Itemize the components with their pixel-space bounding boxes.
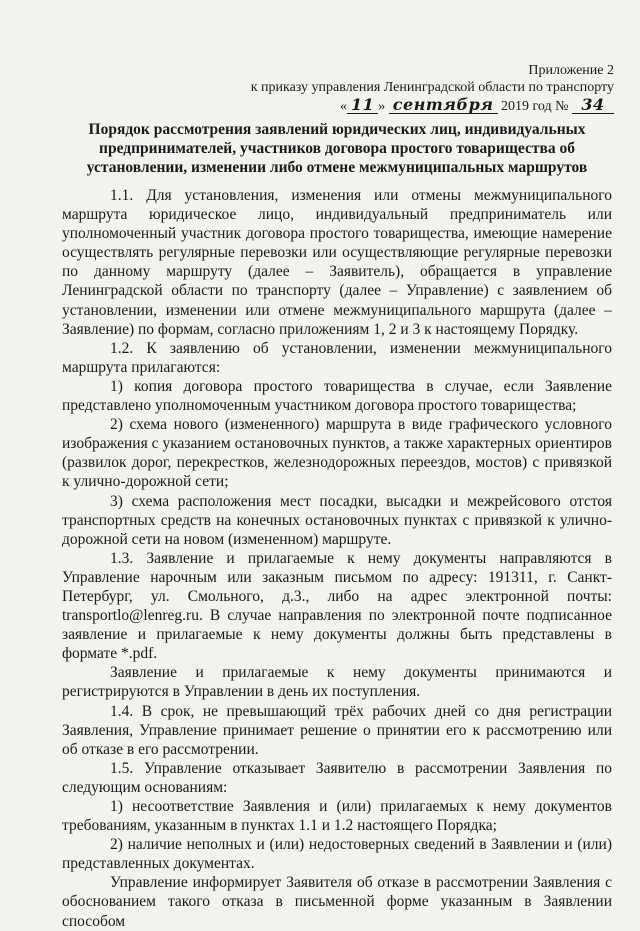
date-month: сентября — [389, 96, 498, 114]
date-open-quote: « — [340, 99, 348, 114]
paragraph-1-2-item-3: 3) схема расположения мест посадки, высадки и межрейсового отстоя транспортных средств на конечных остановочных пунктах с привязкой к улично-дорожной сети на новом (измененном) маршруте. — [62, 492, 612, 548]
number-sign: № — [555, 99, 569, 114]
title-line-1: Порядок рассмотрения заявлений юридических лиц, индивидуальных — [88, 121, 586, 138]
document-body — [62, 186, 612, 931]
document-title — [62, 120, 612, 177]
paragraph-1-3: 1.3. Заявление и прилагаемые к нему документы направляются в Управление нарочным или заказным письмом по адресу: 191311, г. Санкт-Петербург, ул. Смольного, д.3., либо на адрес электронной почты: transportlo@lenreg.ru. В случае направления по электронной почте подписанное заявление и прилагаемые к нему документы должны быть представлены в формате *.pdf. — [62, 549, 612, 663]
paragraph-1-2-item-2: 2) схема нового (измененного) маршрута в виде графического условного изображения с указанием остановочных пунктов, а также характерных ориентиров (развилок дорог, перекрестков, железнодорожных переездов, мостов) с привязкой к улично-дорожной сети; — [62, 416, 612, 491]
paragraph-1-2-item-1: 1) копия договора простого товарищества в случае, если Заявление представлено уполномоченным участником договора простого товарищества; — [62, 377, 612, 415]
date-day: 11 — [347, 96, 378, 114]
paragraph-1-5: 1.5. Управление отказывает Заявителю в рассмотрении Заявления по следующим основаниям: — [62, 759, 612, 796]
paragraph-1-3-registration: Заявление и прилагаемые к нему документы принимаются и регистрируются в Управлении в день их поступления. — [62, 664, 612, 701]
paragraph-1-4: 1.4. В срок, не превышающий трёх рабочих дней со дня регистрации Заявления, Управление принимает решение о принятии его к рассмотрению или об отказе в его рассмотрении. — [62, 702, 612, 758]
paragraph-1-5-item-1: 1) несоответствие Заявления и (или) прилагаемых к нему документов требованиям, указанным в пунктах 1.1 и 1.2 настоящего Порядка; — [62, 798, 612, 835]
paragraph-1-2: 1.2. К заявлению об установлении, изменении межмуниципального маршрута прилагаются: — [62, 339, 612, 376]
date-year: 2019 год — [501, 99, 552, 114]
order-date-number — [251, 96, 614, 115]
appendix-header — [251, 62, 614, 115]
paragraph-refusal-notice: Управление информирует Заявителя об отказе в рассмотрении Заявления с обоснованием такого отказа в письменной форме указанным в Заявлении способом — [62, 874, 612, 930]
date-close-quote: » — [378, 99, 386, 114]
order-reference: к приказу управления Ленинградской области по транспорту — [250, 80, 614, 95]
paragraph-1-5-item-2: 2) наличие неполных и (или) недостоверных сведений в Заявлении и (или) представленных документах. — [62, 836, 612, 873]
title-line-3: установлении, изменении либо отмене межмуниципальных маршрутов — [86, 159, 588, 176]
appendix-label: Приложение 2 — [528, 63, 614, 78]
title-line-2: предпринимателей, участников договора простого товарищества об — [99, 140, 575, 157]
order-number: 34 — [572, 96, 614, 114]
paragraph-1-1: 1.1. Для установления, изменения или отмены межмуниципального маршрута юридическое лицо, индивидуальный предприниматель или уполномоченный участник договора простого товарищества, имеющие намерение осуществлять регулярные перевозки или осуществляющие регулярные перевозки по данному маршруту (далее – Заявитель), обращается в управление Ленинградской области по транспорту (далее – Управление) с заявлением об установлении, изменении или отмене межмуниципального маршрута (далее – Заявление) по формам, согласно приложениям 1, 2 и 3 к настоящему Порядку. — [62, 187, 612, 338]
